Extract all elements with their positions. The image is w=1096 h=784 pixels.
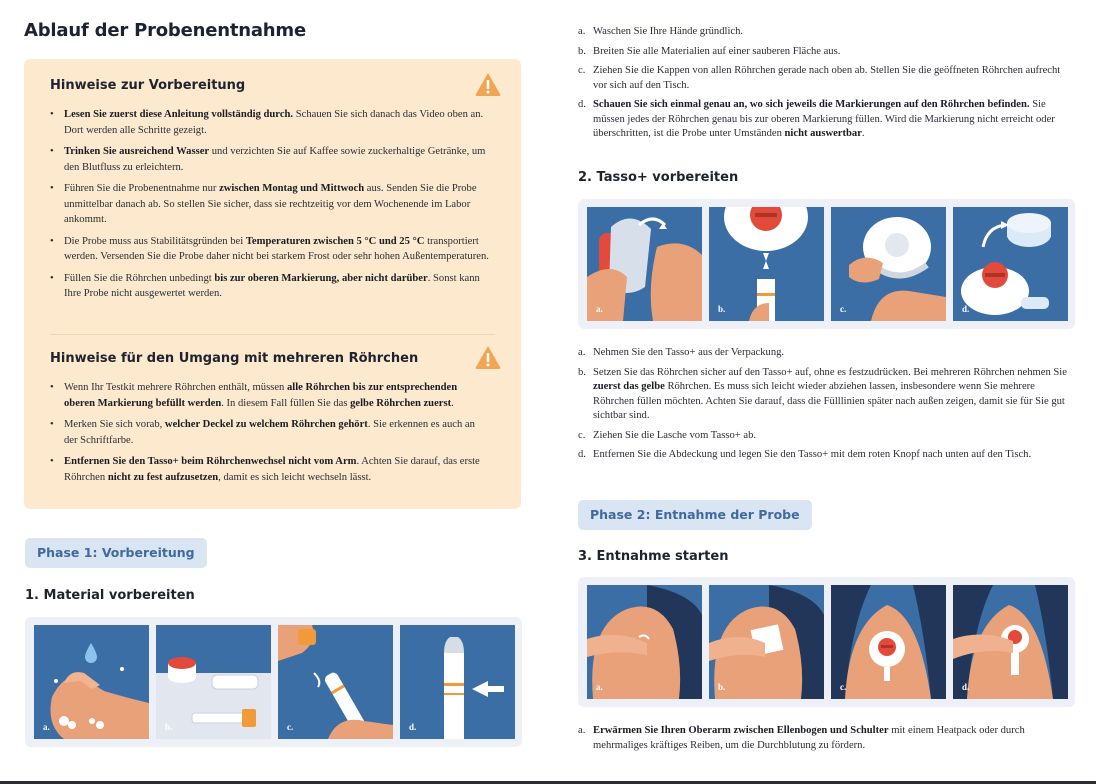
step2-heading: 2. Tasso+ vorbereiten [578, 170, 739, 185]
illustration-materials [156, 625, 271, 739]
hints-multi-list [50, 380, 490, 491]
tile-label: d. [962, 682, 970, 692]
illustration-warm-arm [587, 585, 702, 699]
illustration-tube-marking [400, 625, 515, 739]
tile-label: a. [596, 304, 603, 314]
list-item: • Wenn Ihr Testkit mehrere Röhrchen enthält, müssen alle Röhrchen bis zur entsprechenden oberen Markierung befüllt werden. In diesem Fall füllen Sie das gelbe Röhrchen zuerst. [50, 380, 490, 411]
list-item: d. Entfernen Sie die Abdeckung und legen Sie den Tasso+ mit dem roten Knopf nach unten auf den Tisch. [578, 449, 1032, 460]
list-item: a. Nehmen Sie den Tasso+ aus der Verpackung. [578, 347, 785, 358]
phase2-label: Phase 2: Entnahme der Probe [578, 500, 812, 530]
step3-list [578, 724, 1073, 758]
list-item: a. Erwärmen Sie Ihren Oberarm zwischen Ellenbogen und Schulter mit einem Heatpack oder durch mehrmaliges kräftiges Reiben, um die Durchblutung zu fördern. [578, 725, 1025, 751]
tile-label: a. [43, 722, 50, 732]
list-item: • Trinken Sie ausreichend Wasser und verzichten Sie auf Kaffee sowie zuckerhaltige Getränke, um den Blutfluss zu erleichtern. [50, 144, 490, 175]
illustration-remove-cover [953, 207, 1068, 321]
phase1-label: Phase 1: Vorbereitung [25, 538, 207, 568]
tile-label: d. [962, 304, 970, 314]
hint-divider [50, 334, 495, 335]
step1-illustrations [25, 617, 522, 747]
list-item: • Führen Sie die Probenentnahme nur zwischen Montag und Mittwoch aus. Senden Sie die Probe unmittelbar danach ab. So stellen Sie sicher, dass sie rechtzeitig vor dem Wochenende im Labor ankommt. [50, 181, 490, 228]
warning-triangle-icon [474, 71, 502, 97]
list-item: • Entfernen Sie den Tasso+ beim Röhrchenwechsel nicht vom Arm. Achten Sie darauf, das erste Röhrchen nicht zu fest aufzusetzen, damit es sich leicht wechseln lässt. [50, 454, 490, 485]
step1-list [578, 25, 1073, 147]
illustration-attach-tube [709, 207, 824, 321]
list-item: a. Waschen Sie Ihre Hände gründlich. [578, 26, 744, 37]
step3-heading: 3. Entnahme starten [578, 549, 729, 564]
step3-illustrations [578, 577, 1075, 707]
hints-prep-list [50, 107, 490, 308]
illustration-place-tasso [831, 585, 946, 699]
illustration-wash-hands [34, 625, 149, 739]
list-item: d. Schauen Sie sich einmal genau an, wo sich jeweils die Markierungen auf den Röhrchen befinden. Sie müssen jedes der Röhrchen genau bis zur oberen Markierung füllen. Wird die Markierung nicht erreicht oder überschritten, ist die Probe unter Umständen nicht auswertbar. [578, 99, 1055, 139]
step2-illustrations [578, 199, 1075, 329]
hints-multi-title: Hinweise für den Umgang mit mehreren Röhrchen [50, 351, 419, 366]
tile-label: b. [165, 722, 173, 732]
step2-list [578, 346, 1073, 468]
tile-label: c. [840, 682, 847, 692]
list-item: c. Ziehen Sie die Kappen von allen Röhrchen gerade nach oben ab. Stellen Sie die geöffneten Röhrchen aufrecht vor sich auf den Tisch. [578, 65, 1061, 91]
page-title: Ablauf der Probenentnahme [24, 20, 306, 41]
tile-label: b. [718, 304, 726, 314]
illustration-remove-cap [278, 625, 393, 739]
tile-label: a. [596, 682, 603, 692]
illustration-press-button [953, 585, 1068, 699]
illustration-disinfect [709, 585, 824, 699]
illustration-unpack-tasso [587, 207, 702, 321]
illustration-pull-tab [831, 207, 946, 321]
hint-box [24, 59, 521, 509]
list-item: • Merken Sie sich vorab, welcher Deckel zu welchem Röhrchen gehört. Sie erkennen es auch an der Schriftfarbe. [50, 417, 490, 448]
tile-label: c. [287, 722, 294, 732]
list-item: • Lesen Sie zuerst diese Anleitung vollständig durch. Schauen Sie sich danach das Video oben an. Dort werden alle Schritte gezeigt. [50, 107, 490, 138]
list-item: b. Breiten Sie alle Materialien auf einer sauberen Fläche aus. [578, 45, 841, 57]
tile-label: b. [718, 682, 726, 692]
hints-prep-title: Hinweise zur Vorbereitung [50, 78, 246, 93]
list-item: c. Ziehen Sie die Lasche vom Tasso+ ab. [578, 429, 757, 441]
step1-heading: 1. Material vorbereiten [25, 588, 195, 603]
list-item: b. Setzen Sie das Röhrchen sicher auf den Tasso+ auf, ohne es festzudrücken. Bei mehreren Röhrchen nehmen Sie zuerst das gelbe Röhrchen. Es muss sich leicht wieder abziehen lassen, insbesondere wenn Sie mehrere Röhrchen füllen möchten. Achten Sie darauf, dass die Fülllinien später nach außen zeigen, damit sie für Sie gut sichtbar sind. [578, 366, 1067, 421]
list-item: • Die Probe muss aus Stabilitätsgründen bei Temperaturen zwischen 5 °C und 25 °C transportiert werden. Versenden Sie die Probe daher nicht bei starkem Frost oder sehr hohen Außentemperaturen. [50, 234, 490, 265]
tile-label: c. [840, 304, 847, 314]
tile-label: d. [409, 722, 417, 732]
warning-triangle-icon [474, 344, 502, 370]
list-item: • Füllen Sie die Röhrchen unbedingt bis zur oberen Markierung, aber nicht darüber. Sonst kann Ihre Probe nicht ausgewertet werden. [50, 271, 490, 302]
